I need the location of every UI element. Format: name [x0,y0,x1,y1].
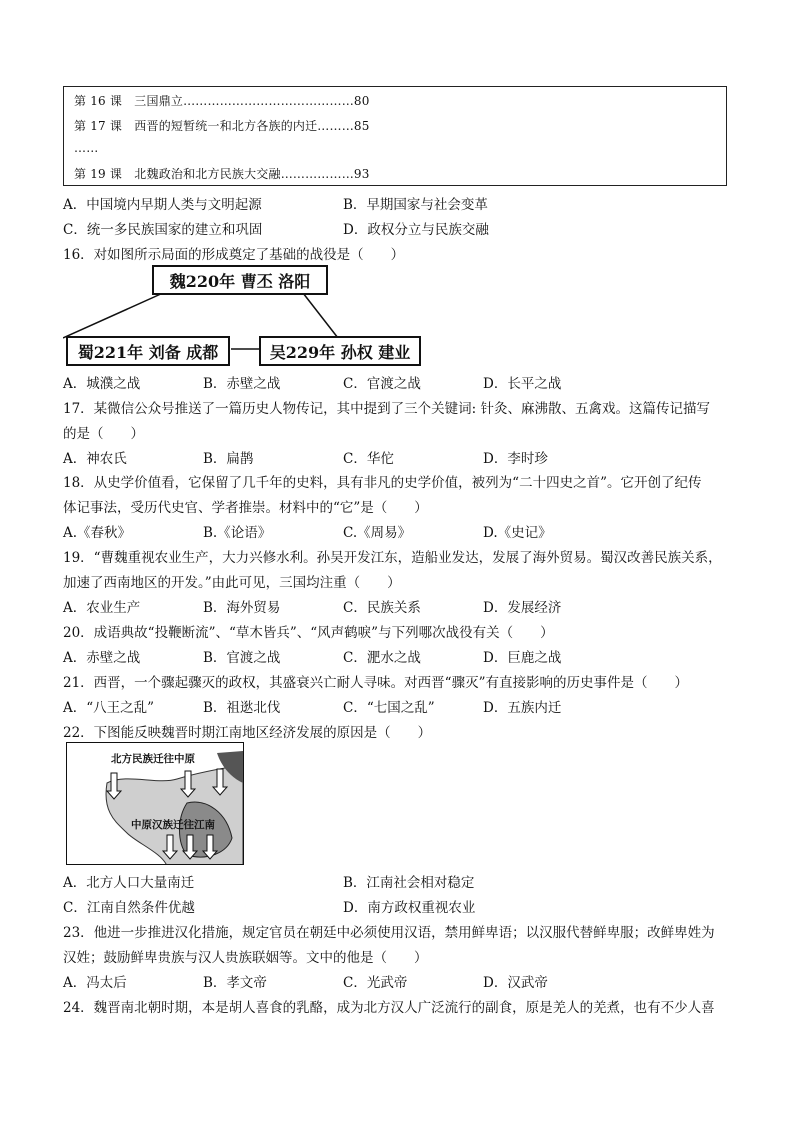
q18-option-a[interactable]: A.《春秋》 [63,525,132,541]
q22-stem: 22．下图能反映魏晋时期江南地区经济发展的原因是（ ） [63,725,432,741]
q16-option-b[interactable]: B．赤壁之战 [203,376,281,392]
q21-option-a[interactable]: A．“八王之乱” [63,700,155,716]
q18-option-d[interactable]: D.《史记》 [483,525,552,541]
q15-option-b[interactable]: B．早期国家与社会变革 [343,197,488,213]
q22-option-b[interactable]: B．江南社会相对稳定 [343,875,475,891]
q16-stem: 16．对如图所示局面的形成奠定了基础的战役是（ ） [63,247,405,263]
q23-option-c[interactable]: C．光武帝 [343,975,408,991]
connector-line [303,293,338,338]
toc-row: …… [74,141,99,155]
q15-option-a[interactable]: A．中国境内早期人类与文明起源 [63,197,262,213]
q20-option-b[interactable]: B．官渡之战 [203,650,281,666]
q23-stem-line-2: 汉姓；鼓励鲜卑贵族与汉人贵族联姻等。文中的他是（ ） [63,950,428,966]
q19-option-b[interactable]: B．海外贸易 [203,600,281,616]
q21-option-d[interactable]: D．五族内迁 [483,700,562,716]
toc-row: 第 17 课 西晋的短暂统一和北方各族的内迁………85 [74,119,370,133]
q17-option-b[interactable]: B．扁鹊 [203,451,254,467]
q23-option-b[interactable]: B．孝文帝 [203,975,267,991]
q20-option-a[interactable]: A．赤壁之战 [63,650,141,666]
q22-option-a[interactable]: A．北方人口大量南迁 [63,875,195,891]
connector-line [63,293,163,338]
q22-option-d[interactable]: D．南方政权重视农业 [343,900,476,916]
q23-stem-line-1: 23．他进一步推进汉化措施，规定官员在朝廷中必须使用汉语，禁用鲜卑语；以汉服代替鲜卑服；改鲜卑姓为 [63,925,715,941]
q21-option-c[interactable]: C．“七国之乱” [343,700,435,716]
toc-row: 第 19 课 北魏政治和北方民族大交融………………93 [74,167,370,181]
q18-stem-line-1: 18．从史学价值看，它保留了几千年的史料，具有非凡的史学价值，被列为“二十四史之首”。它开创了纪传 [63,475,702,491]
q19-option-c[interactable]: C．民族关系 [343,600,421,616]
q17-option-a[interactable]: A．神农氏 [63,451,127,467]
q19-option-a[interactable]: A．农业生产 [63,600,141,616]
q16-option-c[interactable]: C．官渡之战 [343,376,421,392]
q17-stem-line-1: 17．某微信公众号推送了一篇历史人物传记，其中提到了三个关键词: 针灸、麻沸散、五禽戏。这篇传记描写 [63,401,711,417]
q21-option-b[interactable]: B．祖逖北伐 [203,700,281,716]
q17-option-c[interactable]: C．华佗 [343,451,394,467]
q24-stem-line-1: 24．魏晋南北朝时期，本是胡人喜食的乳酪，成为北方汉人广泛流行的副食，原是羌人的羌煮，也有不少人喜 [63,1000,715,1016]
textbook-contents-box [63,86,727,186]
q20-stem: 20．成语典故“投鞭断流”、“草木皆兵”、“风声鹤唳”与下列哪次战役有关（ ） [63,625,554,641]
q23-option-d[interactable]: D．汉武帝 [483,975,548,991]
q19-option-d[interactable]: D．发展经济 [483,600,562,616]
q19-stem-line-2: 加速了西南地区的开发。”由此可见，三国均注重（ ） [63,575,401,591]
q16-option-a[interactable]: A．城濮之战 [63,376,141,392]
q23-option-a[interactable]: A．冯太后 [63,975,127,991]
q20-option-d[interactable]: D．巨鹿之战 [483,650,562,666]
q18-option-b[interactable]: B.《论语》 [203,525,272,541]
q17-stem-line-2: 的是（ ） [63,426,144,442]
q22-option-c[interactable]: C．江南自然条件优越 [63,900,195,916]
q16-option-d[interactable]: D．长平之战 [483,376,562,392]
q21-stem: 21．西晋，一个骤起骤灭的政权，其盛衰兴亡耐人寻味。对西晋“骤灭”有直接影响的历史事件是（ ） [63,675,688,691]
q15-option-c[interactable]: C．统一多民族国家的建立和巩固 [63,222,263,238]
toc-row: 第 16 课 三国鼎立……………………………………80 [74,94,370,108]
q15-option-d[interactable]: D．政权分立与民族交融 [343,222,489,238]
q18-option-c[interactable]: C.《周易》 [343,525,412,541]
south-migration-label: 中原汉族迁往江南 [131,819,215,831]
q17-option-d[interactable]: D．李时珍 [483,451,548,467]
north-migration-label: 北方民族迁往中原 [111,753,195,765]
migration-map [66,742,244,865]
q19-stem-line-1: 19．“曹魏重视农业生产，大力兴修水利。孙吴开发江东，造船业发达，发展了海外贸易。蜀汉改善民族关系， [63,550,722,566]
q20-option-c[interactable]: C．淝水之战 [343,650,421,666]
shu-box: 蜀221年 刘备 成都 [66,336,230,366]
wu-box: 吴229年 孙权 建业 [259,336,421,366]
wei-box: 魏220年 曹丕 洛阳 [152,265,328,295]
q18-stem-line-2: 体记事法，受历代史官、学者推崇。材料中的“它”是（ ） [63,500,428,516]
